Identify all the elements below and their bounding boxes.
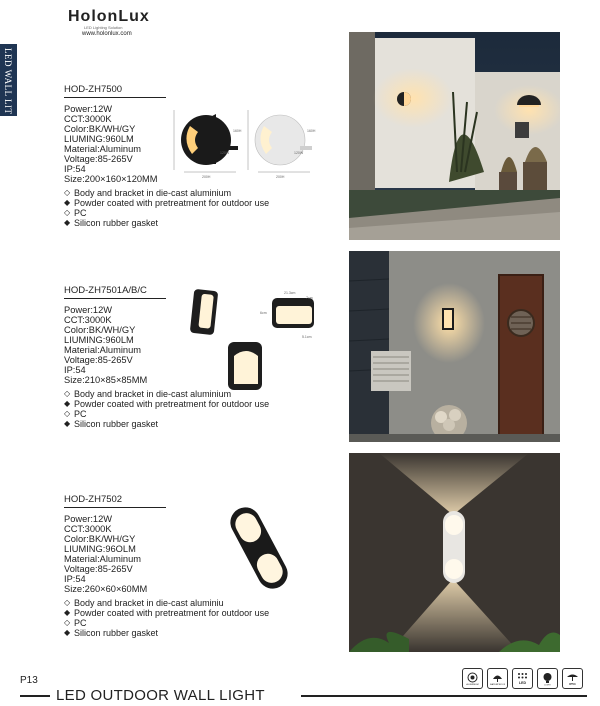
feature-text: Powder coated with pretreatment for outdoor use	[74, 608, 270, 619]
lamp-wide-diagram	[260, 291, 314, 339]
spec-item: Voltage:85-265V	[64, 154, 133, 165]
bullet-diamond-icon: ◇	[64, 598, 71, 608]
lamp-white-diagram	[248, 110, 316, 179]
dim-label: 200H	[276, 175, 285, 179]
feature-list	[64, 188, 344, 228]
icon-caption: ALUMINIUM	[466, 684, 479, 686]
feature-list	[64, 598, 344, 638]
feature-icons	[462, 668, 583, 689]
brand-subtitle: LED Lighting Solution	[84, 25, 123, 30]
footer-rule-right	[301, 695, 587, 697]
feature-text: Silicon rubber gasket	[74, 419, 159, 430]
feature-text: Body and bracket in die-cast aluminiu	[74, 598, 224, 609]
spec-item: CCT:3000K	[64, 315, 112, 326]
feature-item	[64, 198, 344, 208]
spec-item: LIUMING:96OLM	[64, 544, 136, 555]
feature-item	[64, 188, 344, 198]
bulb-icon	[537, 668, 558, 689]
feature-item	[64, 628, 344, 638]
feature-item	[64, 208, 344, 218]
feature-text: PC	[74, 409, 87, 420]
footer-title: LED OUTDOOR WALL LIGHT	[56, 687, 265, 704]
dim-label: 200H	[202, 175, 211, 179]
bullet-diamond-icon: ◇	[64, 208, 71, 218]
model-underline	[64, 97, 166, 98]
feature-item	[64, 409, 344, 419]
spec-item: IP:54	[64, 365, 86, 376]
brand-url: www.holonlux.com	[82, 31, 132, 37]
feature-item	[64, 218, 344, 228]
spec-item: Power:12W	[64, 514, 113, 525]
bullet-diamond-icon: ◆	[64, 198, 71, 208]
bullet-diamond-icon: ◆	[64, 628, 71, 638]
feature-text: Powder coated with pretreatment for outdoor use	[74, 198, 270, 209]
product-3-drawing	[214, 500, 304, 596]
bullet-diamond-icon: ◆	[64, 399, 71, 409]
spec-item: LIUMING:960LM	[64, 134, 134, 145]
bullet-diamond-icon: ◆	[64, 218, 71, 228]
feature-text: Body and bracket in die-cast aluminium	[74, 188, 232, 199]
feature-text: Silicon rubber gasket	[74, 628, 159, 639]
feature-item	[64, 598, 344, 608]
feature-item	[64, 618, 344, 628]
feature-text: Body and bracket in die-cast aluminium	[74, 389, 232, 400]
ip54-icon	[562, 668, 583, 689]
brand-logo	[68, 8, 150, 37]
feature-text: Powder coated with pretreatment for outdoor use	[74, 399, 270, 410]
icon-caption: LIGHT	[544, 684, 551, 686]
spec-item: Material:Aluminum	[64, 345, 141, 356]
aluminium-icon	[462, 668, 483, 689]
spec-item: Voltage:85-265V	[64, 564, 133, 575]
spec-item: Color:BK/WH/GY	[64, 124, 136, 135]
section-side-tab	[0, 44, 17, 116]
lamp-square-diagram	[228, 342, 262, 390]
bullet-diamond-icon: ◇	[64, 409, 71, 419]
feature-item	[64, 419, 344, 429]
spec-item: LIUMING:960LM	[64, 335, 134, 346]
led-icon	[512, 668, 533, 689]
spec-item: Material:Aluminum	[64, 554, 141, 565]
product-1-photo	[349, 32, 560, 240]
dim-label: 7cm	[306, 296, 313, 300]
spec-item: CCT:3000K	[64, 114, 112, 125]
dim-label: 6cm	[260, 311, 267, 315]
footer-rule-left	[20, 695, 50, 697]
model-underline	[64, 298, 166, 299]
feature-text: Silicon rubber gasket	[74, 218, 159, 229]
dim-label: 160H	[233, 129, 242, 133]
dim-label: 5.1cm	[302, 335, 312, 339]
spec-item: Voltage:85-265V	[64, 355, 133, 366]
spec-item: Material:Aluminum	[64, 144, 141, 155]
feature-text: PC	[74, 208, 87, 219]
lamp-capsule-diagram	[225, 502, 293, 594]
spec-item: Size:200×160×120MM	[64, 174, 158, 185]
feature-text: PC	[74, 618, 87, 629]
feature-item	[64, 399, 344, 409]
bullet-diamond-icon: ◆	[64, 419, 71, 429]
spec-item: Size:260×60×60MM	[64, 584, 148, 595]
waterproof-icon	[487, 668, 508, 689]
spec-item: Power:12W	[64, 104, 113, 115]
product-2-photo	[349, 251, 560, 442]
icon-caption: WATERPROOF	[490, 684, 505, 686]
bullet-diamond-icon: ◇	[64, 389, 71, 399]
bullet-diamond-icon: ◇	[64, 188, 71, 198]
spec-item: CCT:3000K	[64, 524, 112, 535]
icon-caption: IP54	[569, 682, 576, 686]
spec-item: Color:BK/WH/GY	[64, 534, 136, 545]
spec-item: IP:54	[64, 164, 86, 175]
model-name: HOD-ZH7500	[64, 84, 123, 95]
model-underline	[64, 507, 166, 508]
product-2-drawing	[188, 286, 328, 396]
bullet-diamond-icon: ◇	[64, 618, 71, 628]
page-number: P13	[20, 675, 38, 686]
spec-item: Size:210×85×85MM	[64, 375, 148, 386]
dim-label: 160H	[307, 129, 316, 133]
dim-label: 21.3cm	[284, 291, 296, 295]
dim-label: 120W	[220, 151, 230, 155]
spec-item: IP:54	[64, 574, 86, 585]
lamp-angled-diagram	[190, 289, 218, 335]
dim-label: 120W	[294, 151, 304, 155]
side-tab-label: LED WALL LIT	[3, 48, 13, 115]
lamp-black-diagram	[174, 110, 242, 179]
brand-name: HolonLux	[68, 8, 150, 25]
model-name: HOD-ZH7502	[64, 494, 123, 505]
feature-item	[64, 608, 344, 618]
spec-item: Color:BK/WH/GY	[64, 325, 136, 336]
product-1-drawing	[168, 102, 338, 180]
model-name: HOD-ZH7501A/B/C	[64, 285, 147, 296]
icon-caption: LED	[519, 681, 526, 685]
bullet-diamond-icon: ◆	[64, 608, 71, 618]
spec-item: Power:12W	[64, 305, 113, 316]
product-3-photo	[349, 453, 560, 652]
